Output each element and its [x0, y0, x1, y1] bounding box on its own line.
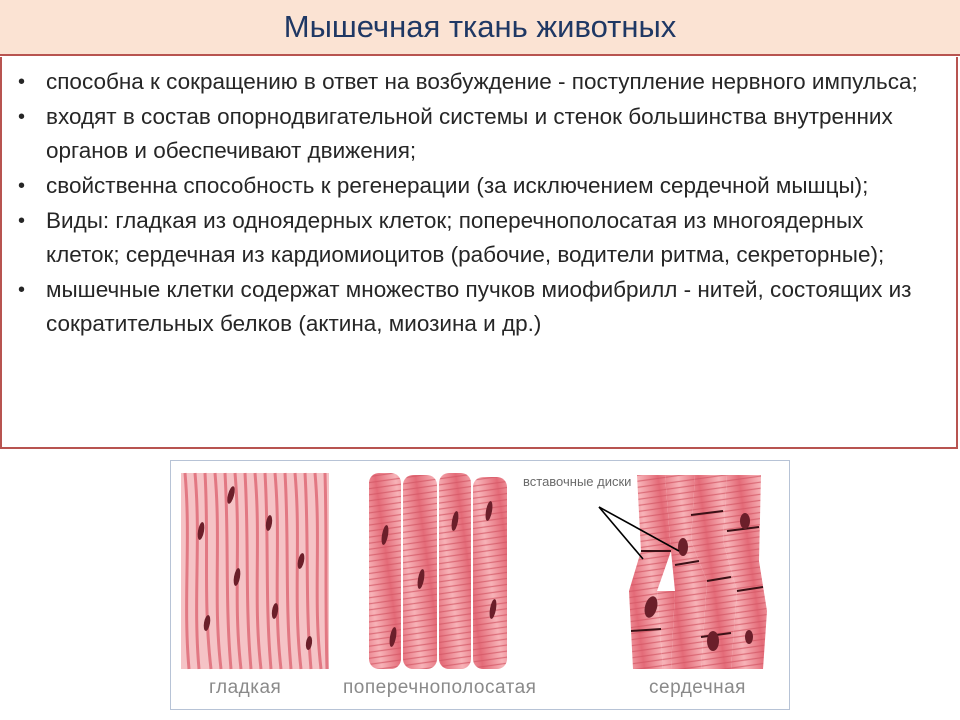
caption-smooth: гладкая: [209, 677, 282, 698]
list-item: • способна к сокращению в ответ на возбуждение - поступление нервного импульса;: [14, 65, 932, 99]
caption-striated: поперечнополосатая: [343, 677, 537, 698]
bullet-icon: •: [18, 71, 26, 93]
title-bar: [0, 0, 960, 56]
tissue-illustration: [171, 461, 791, 711]
bullet-icon: •: [18, 175, 26, 197]
list-item: • мышечные клетки содержат множество пучков миофибрилл - нитей, состоящих из сократительных белков (актина, миозина и др.): [14, 273, 932, 341]
caption-cardiac: сердечная: [649, 677, 746, 698]
muscle-tissue-figure: [170, 460, 790, 710]
list-item: • свойственна способность к регенерации (за исключением сердечной мышцы);: [14, 169, 932, 203]
bullet-icon: •: [18, 106, 26, 128]
striated-muscle-panel: [369, 473, 507, 669]
intercalated-discs-label: вставочные диски: [523, 474, 632, 489]
bullet-icon: •: [18, 279, 26, 301]
text-box: [0, 57, 958, 449]
bullet-icon: •: [18, 210, 26, 232]
page-title: Мышечная ткань животных: [283, 9, 677, 44]
list-item: • Виды: гладкая из одноядерных клеток; поперечнополосатая из многоядерных клеток; сердечная из кардиомиоцитов (рабочие, водители ритма, секреторные);: [14, 204, 932, 272]
smooth-muscle-panel: [181, 473, 329, 669]
cardiac-muscle-panel: [599, 475, 767, 669]
list-item: • входят в состав опорнодвигательной системы и стенок большинства внутренних органов и обеспечивают движения;: [14, 100, 932, 168]
bullet-list: [14, 65, 932, 341]
